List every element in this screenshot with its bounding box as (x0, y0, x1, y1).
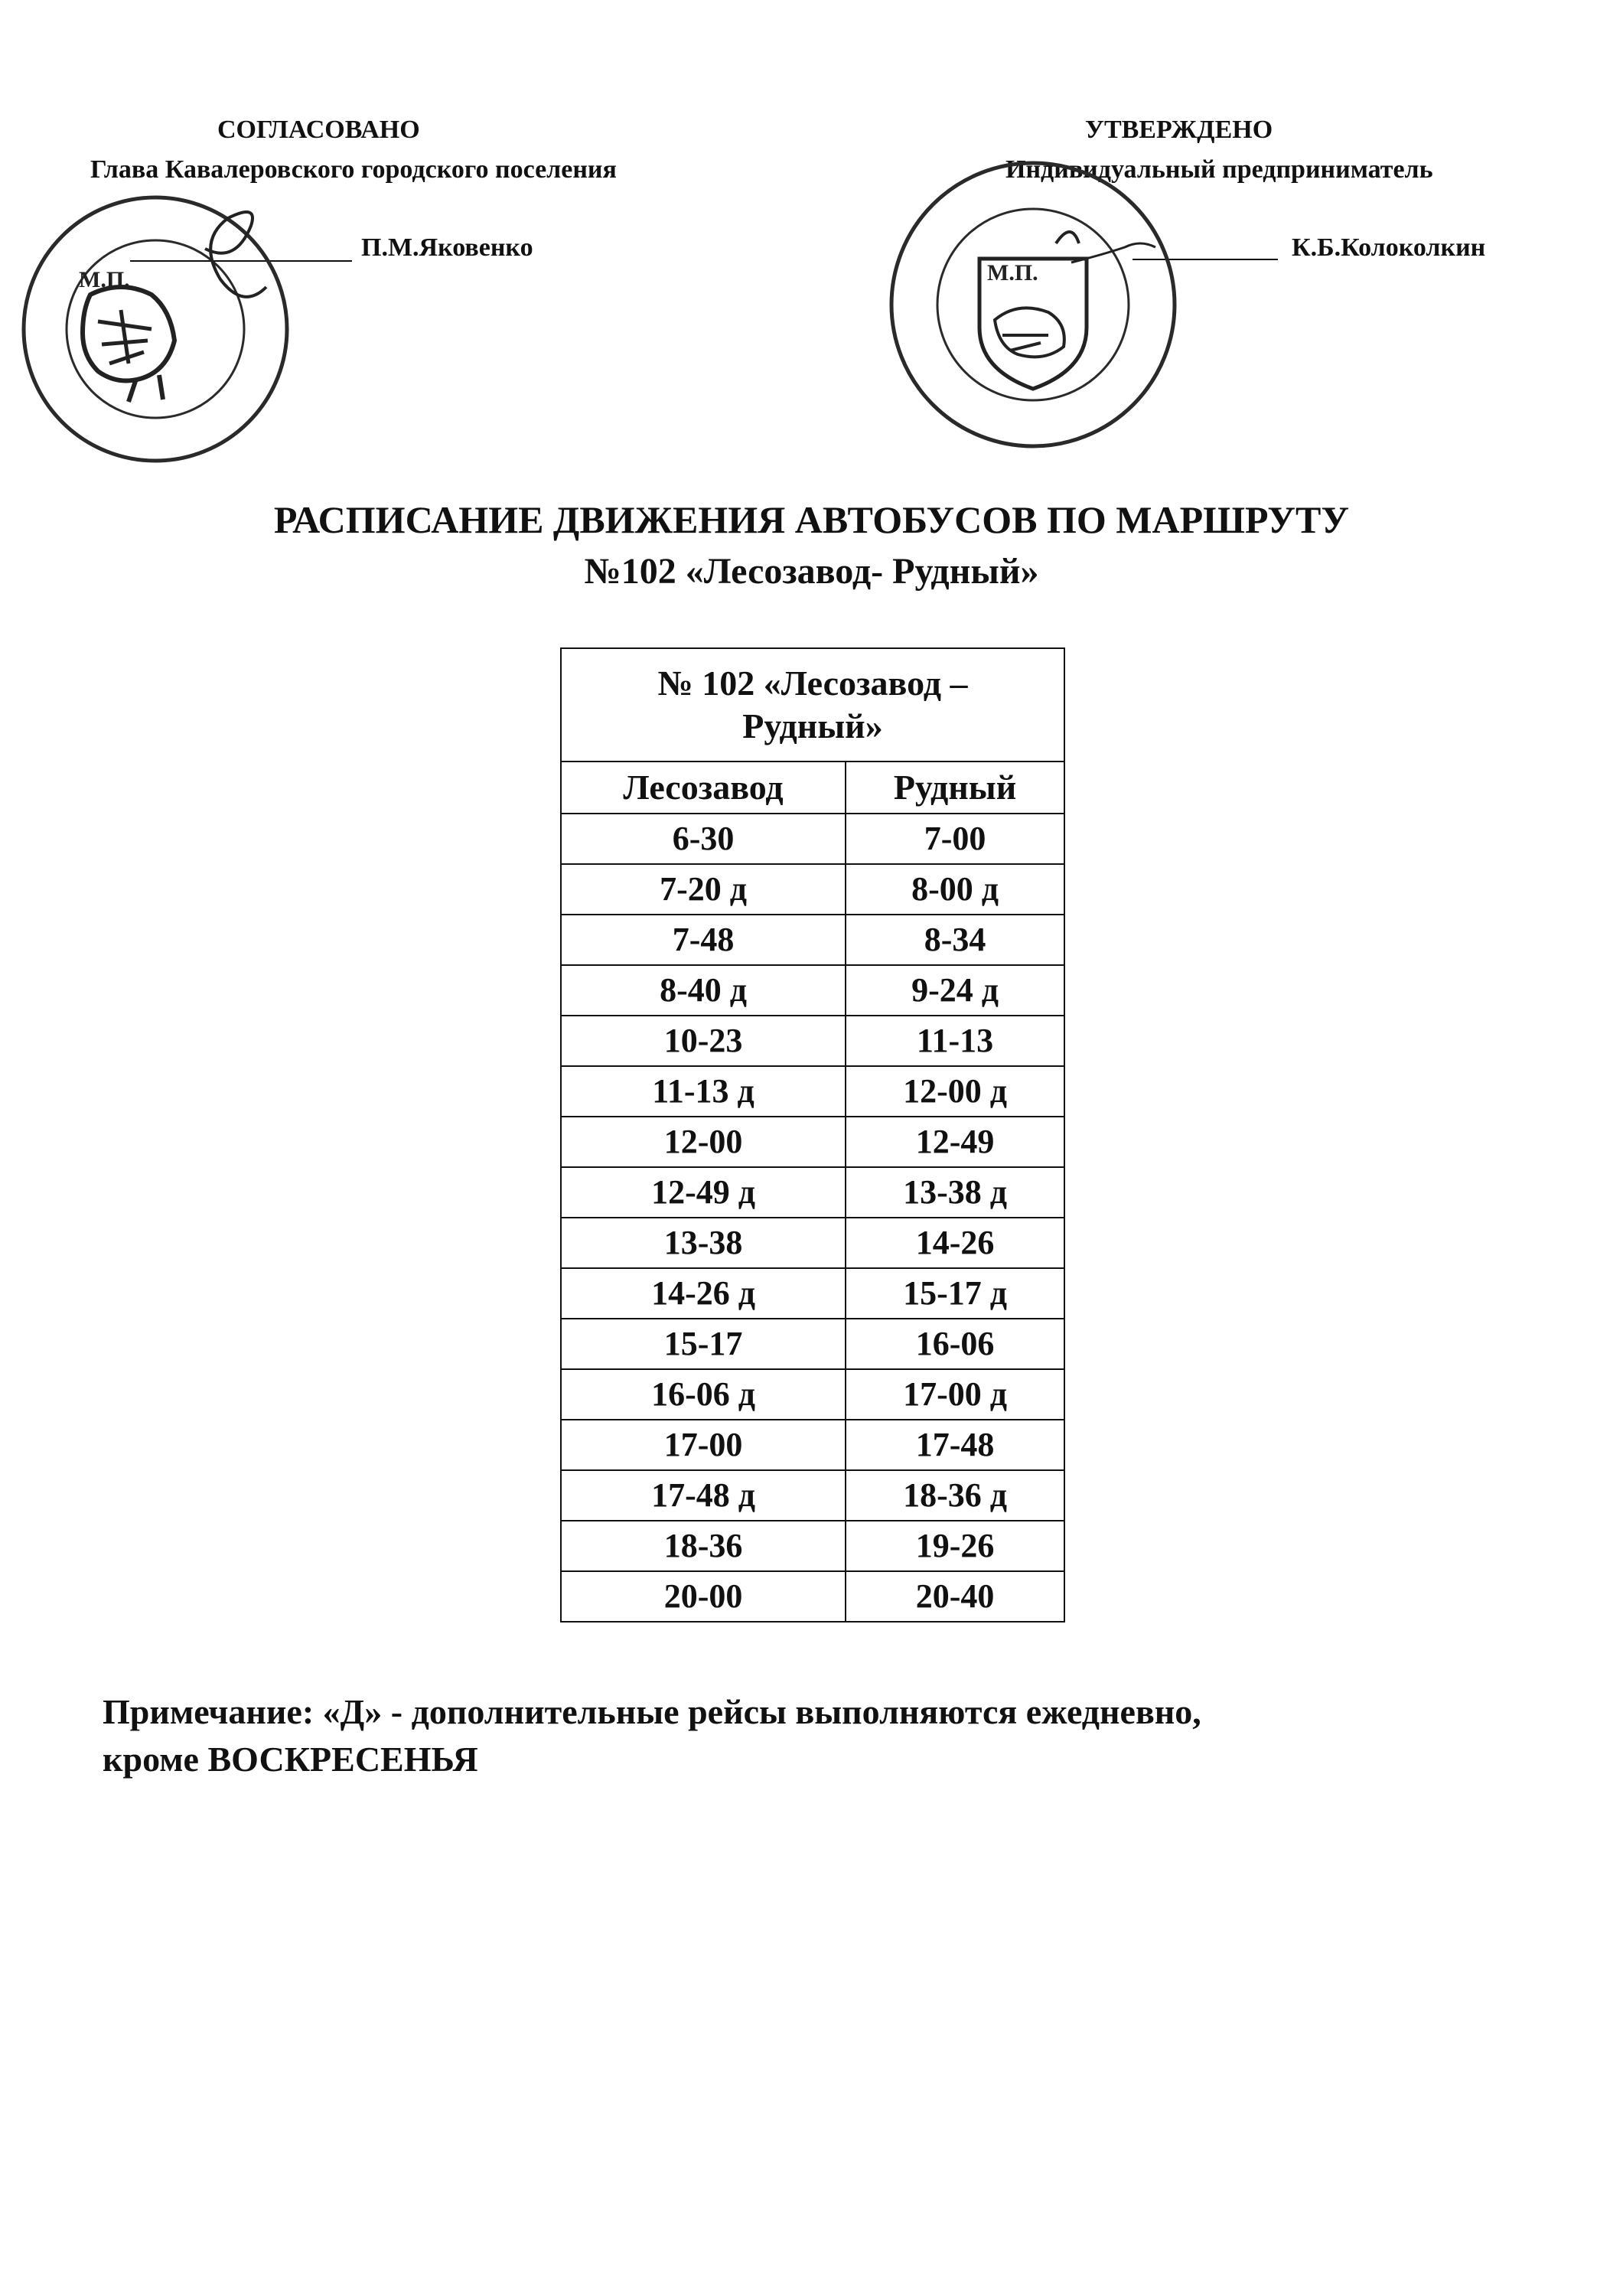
left-round-seal-icon (14, 188, 297, 471)
departure-lesozavod: 11-13 д (561, 1066, 846, 1117)
page-title: РАСПИСАНИЕ ДВИЖЕНИЯ АВТОБУСОВ ПО МАРШРУТУ (273, 498, 1350, 541)
departure-lesozavod: 12-49 д (561, 1167, 846, 1218)
table-row (561, 1117, 1064, 1167)
departure-rudny: 8-00 д (846, 864, 1064, 915)
departure-lesozavod: 16-06 д (561, 1369, 846, 1420)
note-line2: кроме ВОСКРЕСЕНЬЯ (103, 1740, 478, 1779)
departure-rudny: 9-24 д (846, 965, 1064, 1016)
table-row (561, 1319, 1064, 1369)
table-row (561, 1066, 1064, 1117)
departure-rudny: 15-17 д (846, 1268, 1064, 1319)
departure-lesozavod: 7-48 (561, 915, 846, 965)
schedule-table (560, 647, 1065, 1623)
departure-rudny: 18-36 д (846, 1470, 1064, 1521)
approval-left-position: Глава Кавалеровского городского поселения (90, 155, 617, 184)
departure-rudny: 17-48 (846, 1420, 1064, 1470)
departure-rudny: 11-13 (846, 1016, 1064, 1066)
departure-lesozavod: 12-00 (561, 1117, 846, 1167)
table-row (561, 1470, 1064, 1521)
departure-rudny: 16-06 (846, 1319, 1064, 1369)
route-header-line2: Рудный» (742, 706, 883, 745)
table-row (561, 814, 1064, 864)
column-header-rudny: Рудный (846, 762, 1064, 814)
approval-left-name: П.М.Яковенко (361, 233, 533, 262)
approval-right-position: Индивидуальный предприниматель (1005, 155, 1433, 184)
table-row (561, 1016, 1064, 1066)
route-header-line1: № 102 «Лесозавод – (657, 664, 968, 703)
right-round-seal-icon (880, 144, 1186, 465)
table-row (561, 1521, 1064, 1571)
page-subtitle: №102 «Лесозавод- Рудный» (584, 551, 1039, 592)
departure-rudny: 19-26 (846, 1521, 1064, 1571)
table-row (561, 1218, 1064, 1268)
table-row (561, 1369, 1064, 1420)
note-line1: Примечание: «Д» - дополнительные рейсы выполняются ежедневно, (103, 1692, 1201, 1731)
departure-lesozavod: 10-23 (561, 1016, 846, 1066)
table-row (561, 915, 1064, 965)
departure-rudny: 13-38 д (846, 1167, 1064, 1218)
departure-lesozavod: 14-26 д (561, 1268, 846, 1319)
departure-rudny: 17-00 д (846, 1369, 1064, 1420)
table-row (561, 1420, 1064, 1470)
departure-rudny: 12-49 (846, 1117, 1064, 1167)
approval-right-heading: УТВЕРЖДЕНО (1085, 116, 1273, 144)
table-row (561, 1167, 1064, 1218)
route-header (561, 648, 1064, 762)
departure-rudny: 8-34 (846, 915, 1064, 965)
departure-lesozavod: 8-40 д (561, 965, 846, 1016)
column-header-lesozavod: Лесозавод (561, 762, 846, 814)
table-row (561, 864, 1064, 915)
departure-lesozavod: 20-00 (561, 1571, 846, 1622)
tiger-emblem-icon (83, 287, 174, 402)
left-seal-label: М.П. (79, 267, 130, 292)
departure-lesozavod: 17-00 (561, 1420, 846, 1470)
departure-rudny: 7-00 (846, 814, 1064, 864)
departure-rudny: 20-40 (846, 1571, 1064, 1622)
note (103, 1688, 1526, 1783)
departure-lesozavod: 15-17 (561, 1319, 846, 1369)
departure-lesozavod: 17-48 д (561, 1470, 846, 1521)
departure-lesozavod: 18-36 (561, 1521, 846, 1571)
departure-lesozavod: 7-20 д (561, 864, 846, 915)
right-seal-label: М.П. (987, 260, 1038, 285)
departure-lesozavod: 13-38 (561, 1218, 846, 1268)
table-row (561, 965, 1064, 1016)
departure-lesozavod: 6-30 (561, 814, 846, 864)
table-row (561, 1268, 1064, 1319)
departure-rudny: 14-26 (846, 1218, 1064, 1268)
approval-left-heading: СОГЛАСОВАНО (217, 116, 420, 144)
table-row (561, 1571, 1064, 1622)
approval-right-name: К.Б.Колоколкин (1292, 233, 1486, 262)
departure-rudny: 12-00 д (846, 1066, 1064, 1117)
coat-of-arms-icon (979, 232, 1087, 389)
